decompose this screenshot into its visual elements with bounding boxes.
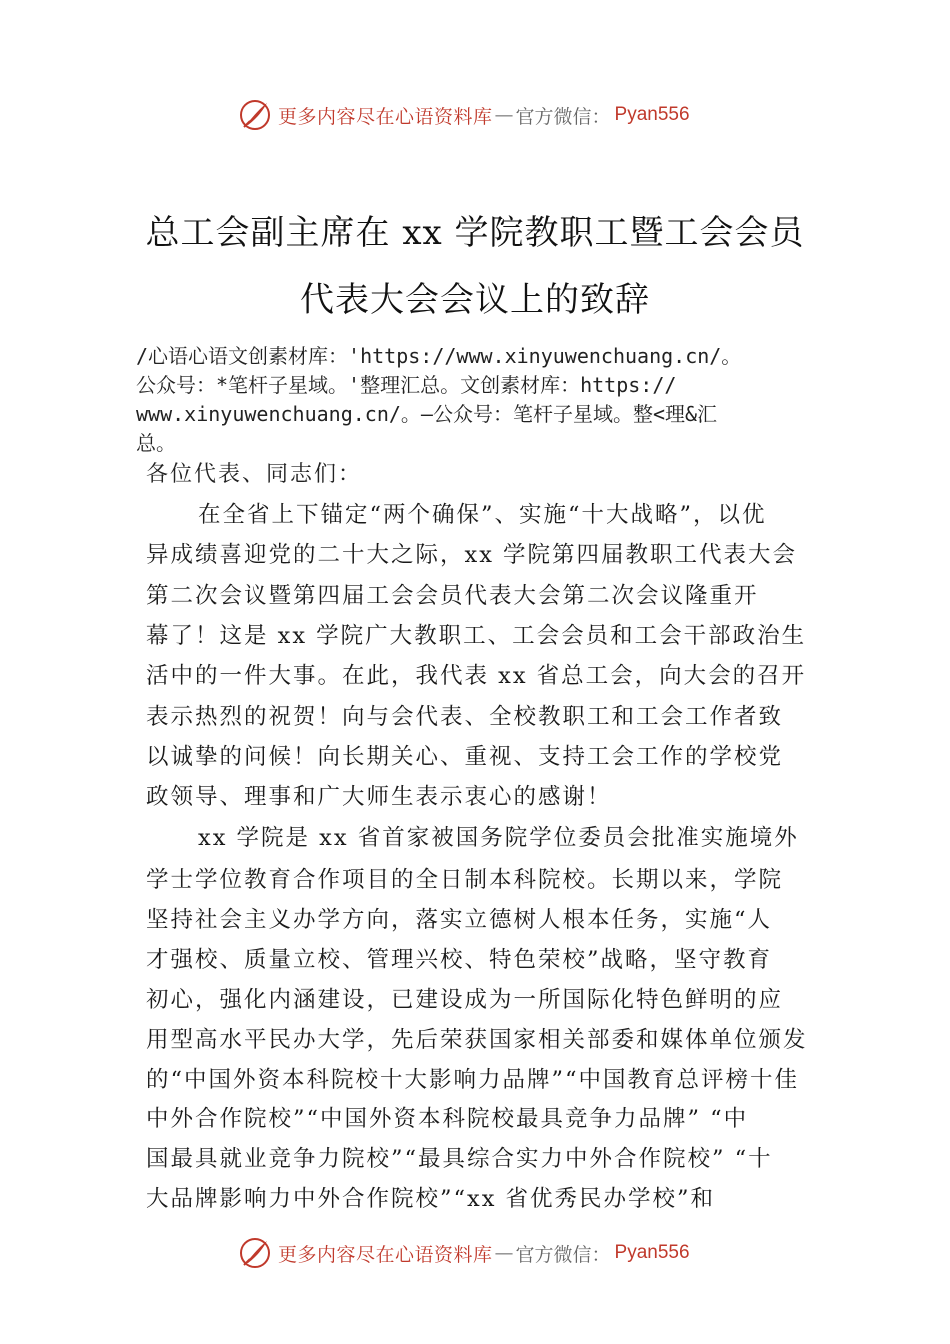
banner-main-text: 更多内容尽在心语资料库 (278, 1243, 493, 1266)
feather-pen-logo-icon (238, 98, 272, 132)
paragraph-line: 国最具就业竞争力院校”“最具综合实力中外合作院校” “十 (146, 1146, 773, 1172)
greeting: 各位代表、同志们： (146, 462, 363, 487)
paragraph-line: 以诚挚的问候！向长期关心、重视、支持工会工作的学校党 (146, 744, 784, 770)
source-note-line: 公众号：*笔杆子星域。'整理汇总。文创素材库：https:// (136, 373, 677, 397)
paragraph-line: 幕了！这是 xx 学院广大教职工、工会会员和工会干部政治生 (146, 623, 807, 649)
paragraph-line: 才强校、质量立校、管理兴校、特色荣校”战略，坚守教育 (146, 947, 773, 973)
document-title-line-1: 总工会副主席在 xx 学院教职工暨工会会员 (145, 213, 805, 253)
paragraph-line: 活中的一件大事。在此，我代表 xx 省总工会，向大会的召开 (146, 663, 807, 689)
source-note (136, 342, 836, 458)
paragraph-line: 的“中国外资本科院校十大影响力品牌”“中国教育总评榜十佳 (146, 1067, 800, 1093)
paragraph-line: 在全省上下锚定“两个确保”、实施“十大战略”，以优 (198, 502, 767, 528)
document-title-line-2: 代表大会会议上的致辞 (300, 280, 650, 320)
paragraph-line: 第二次会议暨第四届工会会员代表大会第二次会议隆重开 (146, 583, 759, 609)
source-note-line: 总。 (136, 431, 176, 455)
footer-banner (238, 1233, 758, 1273)
paragraph-line: 政领导、理事和广大师生表示衷心的感谢！ (146, 784, 612, 810)
source-note-line: /心语心语文创素材库：'https://www.xinyuwenchuang.cn/。 (136, 344, 742, 368)
feather-pen-logo-icon (238, 1236, 272, 1270)
paragraph-line: 用型高水平民办大学，先后荣获国家相关部委和媒体单位颁发 (146, 1027, 808, 1053)
banner-label: 官方微信： (515, 1243, 611, 1266)
banner-wechat-id: Pyan556 (614, 104, 690, 125)
paragraph-line: 中外合作院校”“中国外资本科院校最具竞争力品牌” “中 (146, 1106, 749, 1132)
header-banner (238, 95, 758, 135)
paragraph-line: 表示热烈的祝贺！向与会代表、全校教职工和工会工作者致 (146, 704, 784, 730)
paragraph-line: 学士学位教育合作项目的全日制本科院校。长期以来，学院 (146, 867, 784, 893)
paragraph-line: 初心，强化内涵建设，已建设成为一所国际化特色鲜明的应 (146, 987, 784, 1013)
paragraph-line: 大品牌影响力中外合作院校”“xx 省优秀民办学校”和 (146, 1186, 716, 1212)
source-note-line: www.xinyuwenchuang.cn/。—公众号：笔杆子星域。整<理&汇 (136, 402, 718, 426)
paragraph-line: 异成绩喜迎党的二十大之际，xx 学院第四届教职工代表大会 (146, 542, 798, 568)
banner-main-text: 更多内容尽在心语资料库 (278, 105, 493, 128)
paragraph-line: 坚持社会主义办学方向，落实立德树人根本任务，实施“人 (146, 907, 773, 933)
banner-dash: — (494, 1242, 514, 1264)
banner-label: 官方微信： (515, 105, 611, 128)
banner-dash: — (494, 104, 514, 126)
banner-wechat-id: Pyan556 (614, 1242, 690, 1263)
paragraph-line: xx 学院是 xx 省首家被国务院学位委员会批准实施境外 (198, 825, 799, 851)
